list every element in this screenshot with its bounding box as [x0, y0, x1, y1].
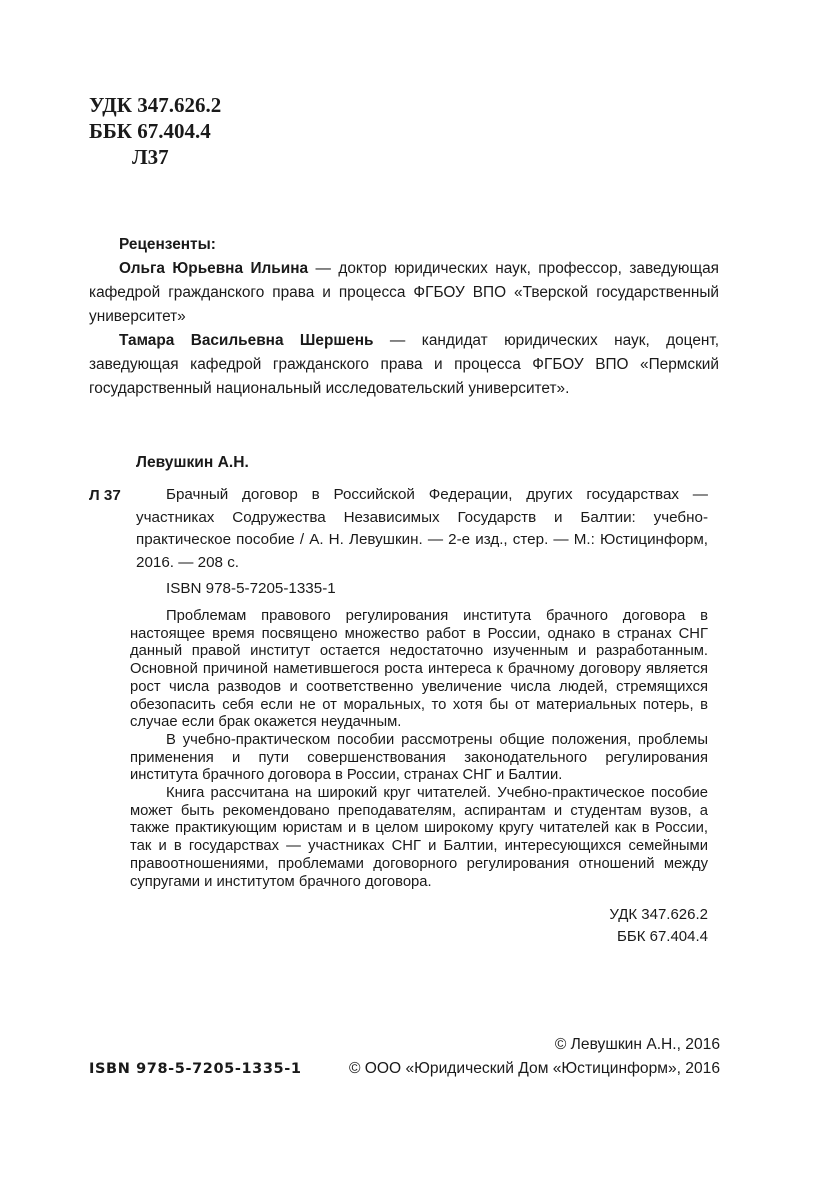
reviewer-name: Тамара Васильевна Шершень: [119, 332, 374, 349]
footer-isbn: ISBN 978-5-7205-1335-1: [89, 1061, 302, 1077]
reviewer-entry: [89, 257, 719, 329]
annotation: [130, 608, 708, 891]
biblio-mark: Л 37: [89, 487, 121, 504]
annotation-paragraph: Книга рассчитана на широкий круг читателей. Учебно-практическое пособие может быть рекомендовано преподавателям, аспирантам и студентам вузов, а также практикующим юристам и в целом широкому кругу читателей как в России, так и в государствах — участниках СНГ и Балтии, интересующихся семейными правоотношениями, проблемами договорного регулирования отношений между супругами и институтом брачного договора.: [130, 785, 708, 890]
reviewer-details: — кандидат юридических наук, доцент, заведующая кафедрой гражданского права и процесса ФГБОУ ВПО «Пермский государственный национальный исследовательский университет».: [89, 332, 719, 397]
reviewer-details: — доктор юридических наук, профессор, заведующая кафедрой гражданского права и процесса ФГБОУ ВПО «Тверской государственный университет»: [89, 260, 719, 325]
bbk-code: ББК 67.404.4: [89, 119, 211, 143]
classification-block: [89, 92, 221, 170]
index-block: [520, 904, 708, 948]
annotation-paragraph: В учебно-практическом пособии рассмотрены общие положения, проблемы применения и пути совершенствования законодательного регулирования института брачного договора в России, странах СНГ и Балтии.: [130, 731, 708, 784]
copyright-publisher: © ООО «Юридический Дом «Юстицинформ», 2016: [348, 1060, 720, 1077]
copyright-block: [330, 1033, 720, 1081]
author-mark: Л37: [132, 145, 169, 169]
reviewers-section: [89, 233, 719, 401]
udk-code-bottom: УДК 347.626.2: [609, 906, 708, 923]
bbk-code-bottom: ББК 67.404.4: [617, 928, 708, 945]
reviewers-heading: Рецензенты:: [119, 236, 216, 253]
reviewer-name: Ольга Юрьевна Ильина: [119, 260, 309, 277]
biblio-isbn: ISBN 978-5-7205-1335-1: [166, 580, 336, 597]
udk-code: УДК 347.626.2: [89, 93, 222, 117]
biblio-description: Брачный договор в Российской Федерации, других государствах — участниках Содружества Независимых Государств и Балтии: учебно-практическое пособие / А. Н. Левушкин. — 2-е изд., стер. — М.: Юстицинформ, 2016. — 208 с.: [136, 486, 708, 571]
biblio-author: Левушкин А.Н.: [136, 454, 249, 471]
annotation-paragraph: Проблемам правового регулирования института брачного договора в настоящее время посвящено множество работ в России, однако в странах СНГ данный правой институт остается недостаточно изученным и разработанным. Основной причиной наметившегося роста интереса к брачному договору является рост числа разводов и соответственно увеличение числа людей, стремящихся обезопасить себя если не от моральных, то хотя бы от материальных потерь, в случае если брак окажется неудачным.: [130, 608, 708, 731]
reviewer-entry: [89, 329, 719, 401]
copyright-author: © Левушкин А.Н., 2016: [554, 1036, 720, 1053]
